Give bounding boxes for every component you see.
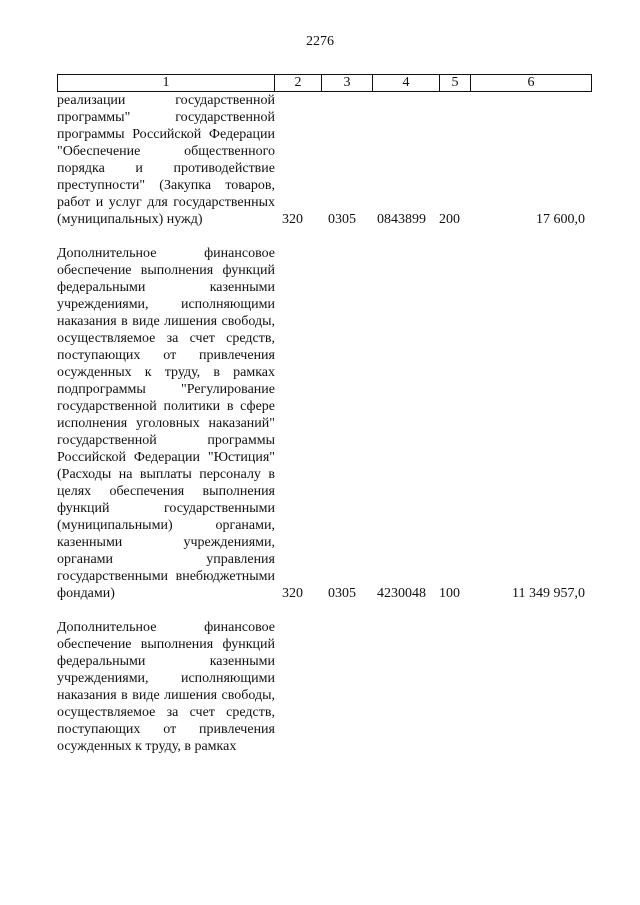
- row-expense-type: 200: [439, 212, 460, 227]
- row-amount: 17 600,0: [536, 212, 585, 227]
- page-number: 2276: [306, 34, 334, 49]
- table-row: [57, 92, 587, 228]
- row-spacer: [57, 228, 587, 245]
- column-header-4: 4: [373, 75, 440, 92]
- column-header-6: 6: [471, 75, 592, 92]
- row-ministry-code: 320: [282, 212, 303, 227]
- budget-table-body: [57, 92, 587, 755]
- row-target-article: 0843899: [377, 212, 426, 227]
- table-row: [57, 245, 587, 602]
- row-target-article: 4230048: [377, 586, 426, 601]
- column-header-table: [57, 74, 592, 92]
- row-description: Дополнительное финансовое обеспечение выполнения функций федеральными казенными учреждениями, исполняющими наказания в виде лишения свободы, осуществляемое за счет средств, поступающих от привлечения осужденных к труду, в рамках: [57, 620, 275, 754]
- row-section-code: 0305: [328, 212, 356, 227]
- row-section-code: 0305: [328, 586, 356, 601]
- column-header-2: 2: [275, 75, 322, 92]
- column-header-row: [58, 75, 592, 92]
- row-spacer: [57, 602, 587, 619]
- row-ministry-code: 320: [282, 586, 303, 601]
- row-description: Дополнительное финансовое обеспечение выполнения функций федеральными казенными учреждениями, исполняющими наказания в виде лишения свободы, осуществляемое за счет средств, поступающих от привлечения осужденных к труду, в рамках подпрограммы "Регулирование государственной политики в сфере исполнения уголовных наказаний" государственной программы Российской Федерации "Юстиция" (Расходы на выплаты персоналу в целях обеспечения выполнения функций государственными (муниципальными) органами, казенными учреждениями, органами управления государственными внебюджетными фондами): [57, 246, 275, 601]
- column-header-1: 1: [58, 75, 275, 92]
- column-header-5: 5: [440, 75, 471, 92]
- table-row: [57, 619, 587, 755]
- column-header-3: 3: [322, 75, 373, 92]
- row-expense-type: 100: [439, 586, 460, 601]
- row-amount: 11 349 957,0: [512, 586, 585, 601]
- row-description: реализации государственной программы" государственной программы Российской Федерации "Обеспечение общественного порядка и противодействие преступности" (Закупка товаров, работ и услуг для государственных (муниципальных) нужд): [57, 93, 275, 227]
